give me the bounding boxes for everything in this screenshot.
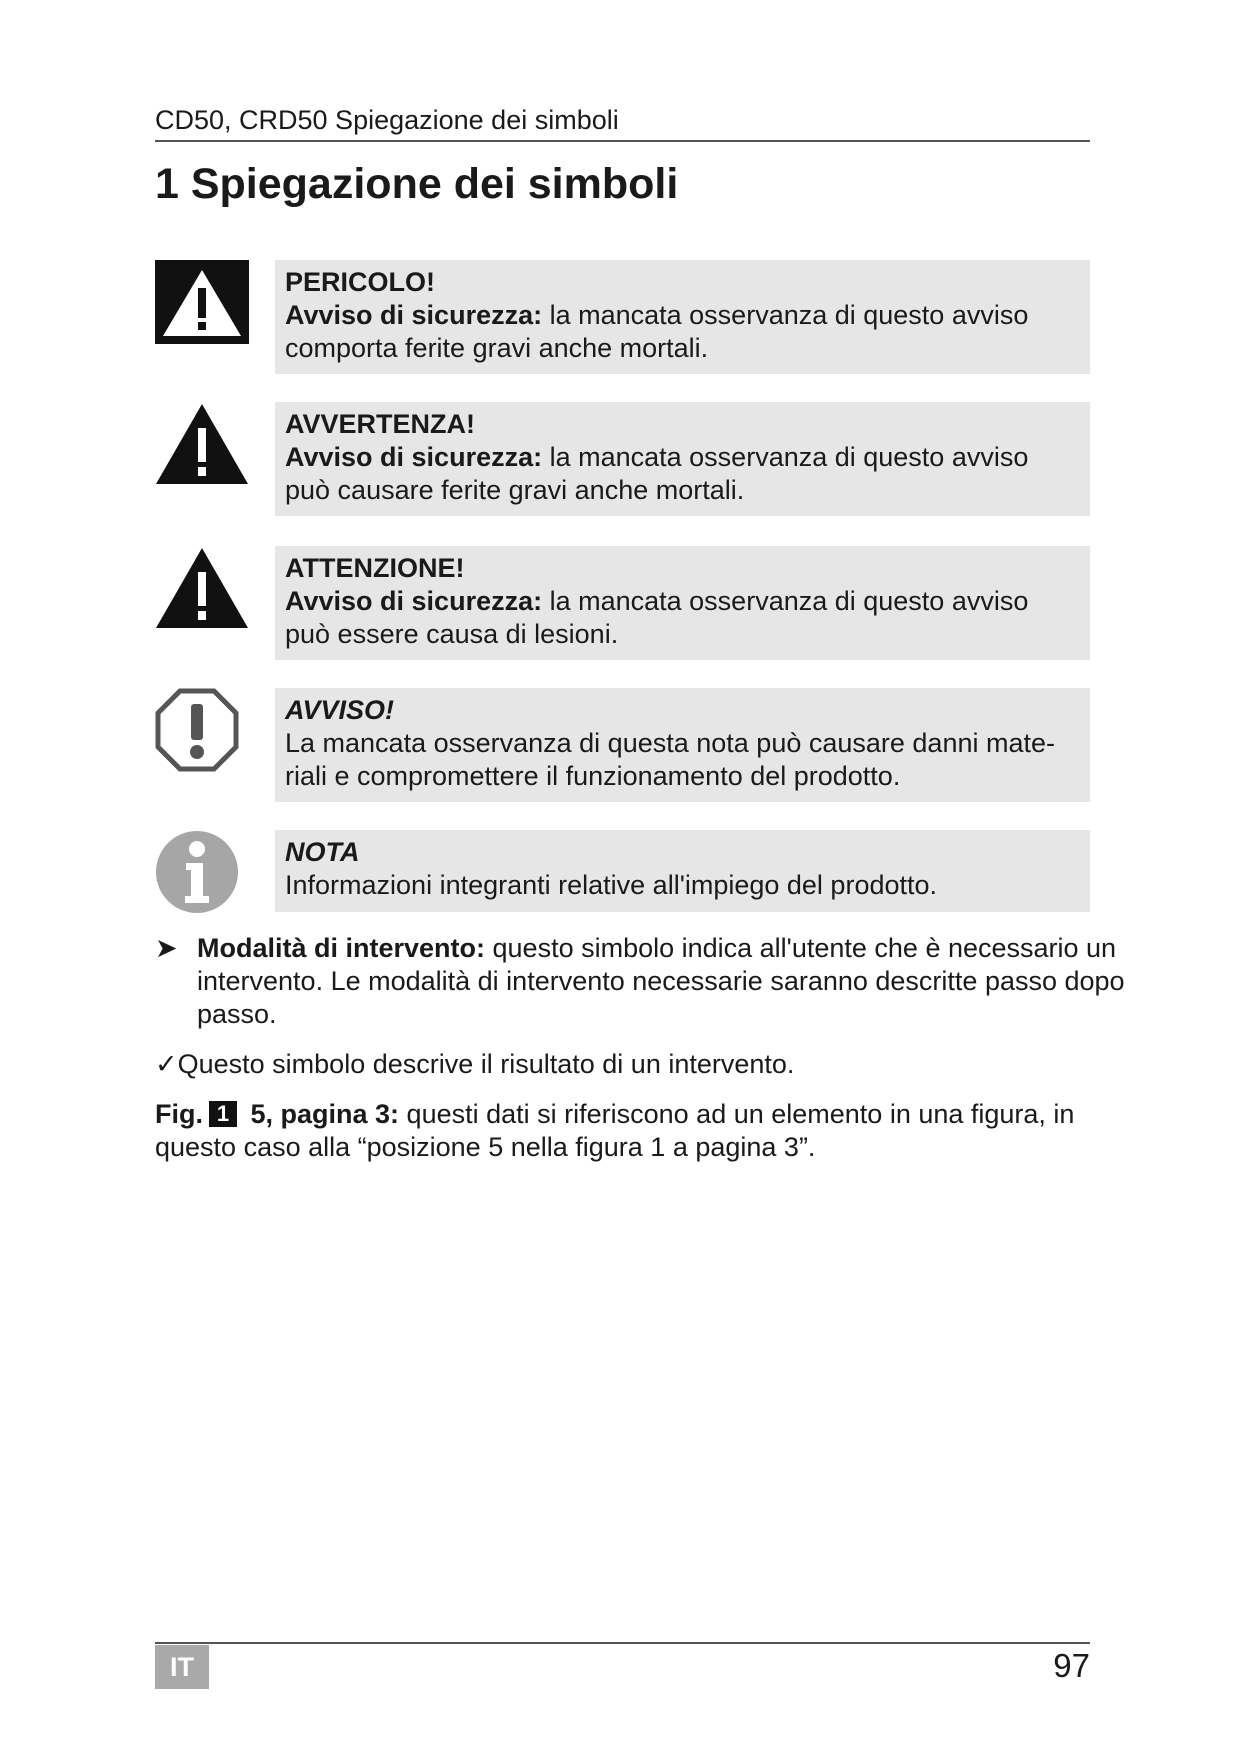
notice-caution-box [275,546,1090,660]
notice-label: ATTENZIONE! [285,553,465,583]
notice-text: Avviso di sicurezza: la mancata osservanza di questo avviso può essere causa di lesioni. [285,586,1029,649]
notice-label: AVVERTENZA! [285,409,476,439]
page-number: 97 [1053,1647,1090,1684]
notice-label: PERICOLO! [285,267,436,297]
action-paragraph: ➤ Modalità di intervento: questo simbolo indica all'utente che è necessario un intervento. Le modalità di intervento necessarie saranno descritte passo dopo passo. [155,933,1125,1029]
notice-text: Informazioni integranti relative all'impiego del prodotto. [285,870,938,900]
arrow-icon: ➤ [155,933,178,963]
notice-advice-box [275,688,1090,802]
danger-warning-icon [155,260,249,344]
check-icon: ✓ [155,1049,178,1079]
running-header: CD50, CRD50 Spiegazione dei simboli [155,104,1090,142]
info-icon [155,830,239,914]
notice-octagon-icon [155,688,239,772]
notice-danger-box [275,260,1090,374]
notice-text: Avviso di sicurezza: la mancata osservanza di questo avviso può causare ferite gravi anche mortali. [285,442,1029,505]
warning-triangle-icon [155,402,249,486]
section-title: 1 Spiegazione dei simboli [155,160,679,208]
result-paragraph: ✓Questo simbolo descrive il risultato di un intervento. [155,1049,795,1079]
notice-text: Avviso di sicurezza: la mancata osservanza di questo avviso comporta ferite gravi anche mortali. [285,300,1029,363]
footer-divider [155,1642,1090,1644]
language-tag: IT [155,1645,209,1689]
caution-triangle-icon [155,546,249,630]
figure-reference: Fig. 1 5, pagina 3: questi dati si riferiscono ad un elemento in una figura, in questo caso alla “posizione 5 nella figura 1 a pagina 3”. [155,1099,1075,1162]
notice-label: NOTA [285,837,360,867]
notice-warning-box [275,402,1090,516]
figure-number-badge: 1 [209,1101,237,1127]
notice-text: La mancata osservanza di questa nota può causare danni mate-riali e compromettere il funzionamento del prodotto. [285,728,1055,791]
notice-info-box [275,830,1090,912]
notice-label: AVVISO! [285,695,395,725]
